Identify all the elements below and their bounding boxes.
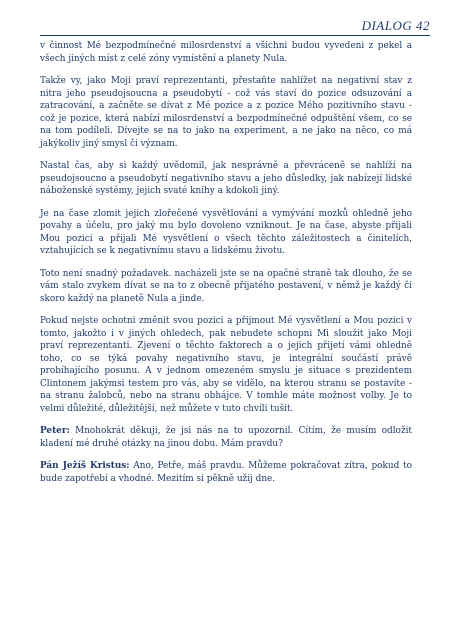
- body-text: [40, 40, 412, 495]
- paragraph-text: Je na čase zlomit jejich zlořečené vysvětlování a vymývání mozků ohledně jeho povahy a účelu, pro jaký mu bylo dovoleno vzniknout. Je na čase, abyste přijali Mou pozici a přijali Mé vysvětlení o všech těchto záležitostech a činitelích, vztahujících se k negativnímu stavu a lidskému životu.: [40, 208, 412, 256]
- paragraph: [40, 460, 412, 485]
- paragraph: [40, 75, 412, 150]
- speaker-name: Peter:: [40, 426, 70, 436]
- paragraph: [40, 315, 412, 415]
- running-header: DIALOG 42: [361, 18, 430, 33]
- paragraph: [40, 40, 412, 65]
- paragraph-text: Nastal čas, aby si každý uvědomil, jak nesprávně a převráceně se nahlíží na pseudojsoucno a pseudobytí negativního stavu a jeho důsledky, jak nabízejí lidské náboženské systémy, jejich svaté knihy a kdokoli jiný.: [40, 161, 412, 196]
- paragraph: [40, 268, 412, 306]
- paragraph-text: v činnost Mé bezpodmínečné milosrdenství a všichni budou vyvedeni z pekel a všech jiných míst z celé zóny vymístění a planety Nula.: [40, 41, 412, 64]
- paragraph: [40, 160, 412, 198]
- speaker-name: Pán Ježíš Kristus:: [40, 461, 130, 471]
- paragraph: [40, 208, 412, 258]
- paragraph-text: Toto není snadný požadavek. nacházeli jste se na opačné straně tak dlouho, že se vám stalo zvykem dívat se na to z obecně přijatého postavení, v němž je každý či skoro každý na planetě Nula a jinde.: [40, 268, 412, 304]
- paragraph-text: Takže vy, jako Moji praví reprezentanti, přestaňte nahlížet na negativní stav z nitra jeho pseudojsoucna a pseudobytí - což vás staví do pozice odsuzování a zatracování, a začněte se dívat z Mé pozice a z pozice Mého pozitivního stavu - což je pozice, která nabízí milosrdenství a bezpodmínečné odpuštění všem, co se na tom podíleli. Dívejte se na to jako na experiment, a ne jako na něco, co má jakýkoliv jiný smysl či význam.: [40, 76, 412, 149]
- header-rule: [40, 35, 430, 36]
- paragraph-text: Mnohokrát děkuji, že jsi nás na to upozornil. Cítím, že musím odložit kladení mé druhé otázky na jinou dobu. Mám pravdu?: [40, 426, 412, 449]
- paragraph: [40, 425, 412, 450]
- paragraph-text: Ano, Petře, máš pravdu. Můžeme pokračovat zítra, pokud to bude zapotřebí a vhodné. Mezitím si pěkně užij dne.: [40, 461, 412, 484]
- paragraph-text: Pokud nejste ochotni změnit svou pozici a přijmout Mé vysvětlení a Mou pozici v tomto, jakožto i v jiných ohledech, pak nebudete schopni Mi sloužit jako Moji praví reprezentanti. Zjevení o těchto faktorech a o jejich přijetí vámi ohledně toho, co se týká povahy negativního stavu, je integrální součástí právě probíhajícího posunu. A v jednom omezeném smyslu je situace s prezidentem Clintonem jakýmsi testem pro vás, aby se vidělo, na kterou stranu se postavíte - na stranu žalobců, nebo na stranu obhájce. V tomhle máte možnost volby. Je to velmi důležité, důležitější, než můžete v tuto chvíli tušit.: [40, 316, 412, 414]
